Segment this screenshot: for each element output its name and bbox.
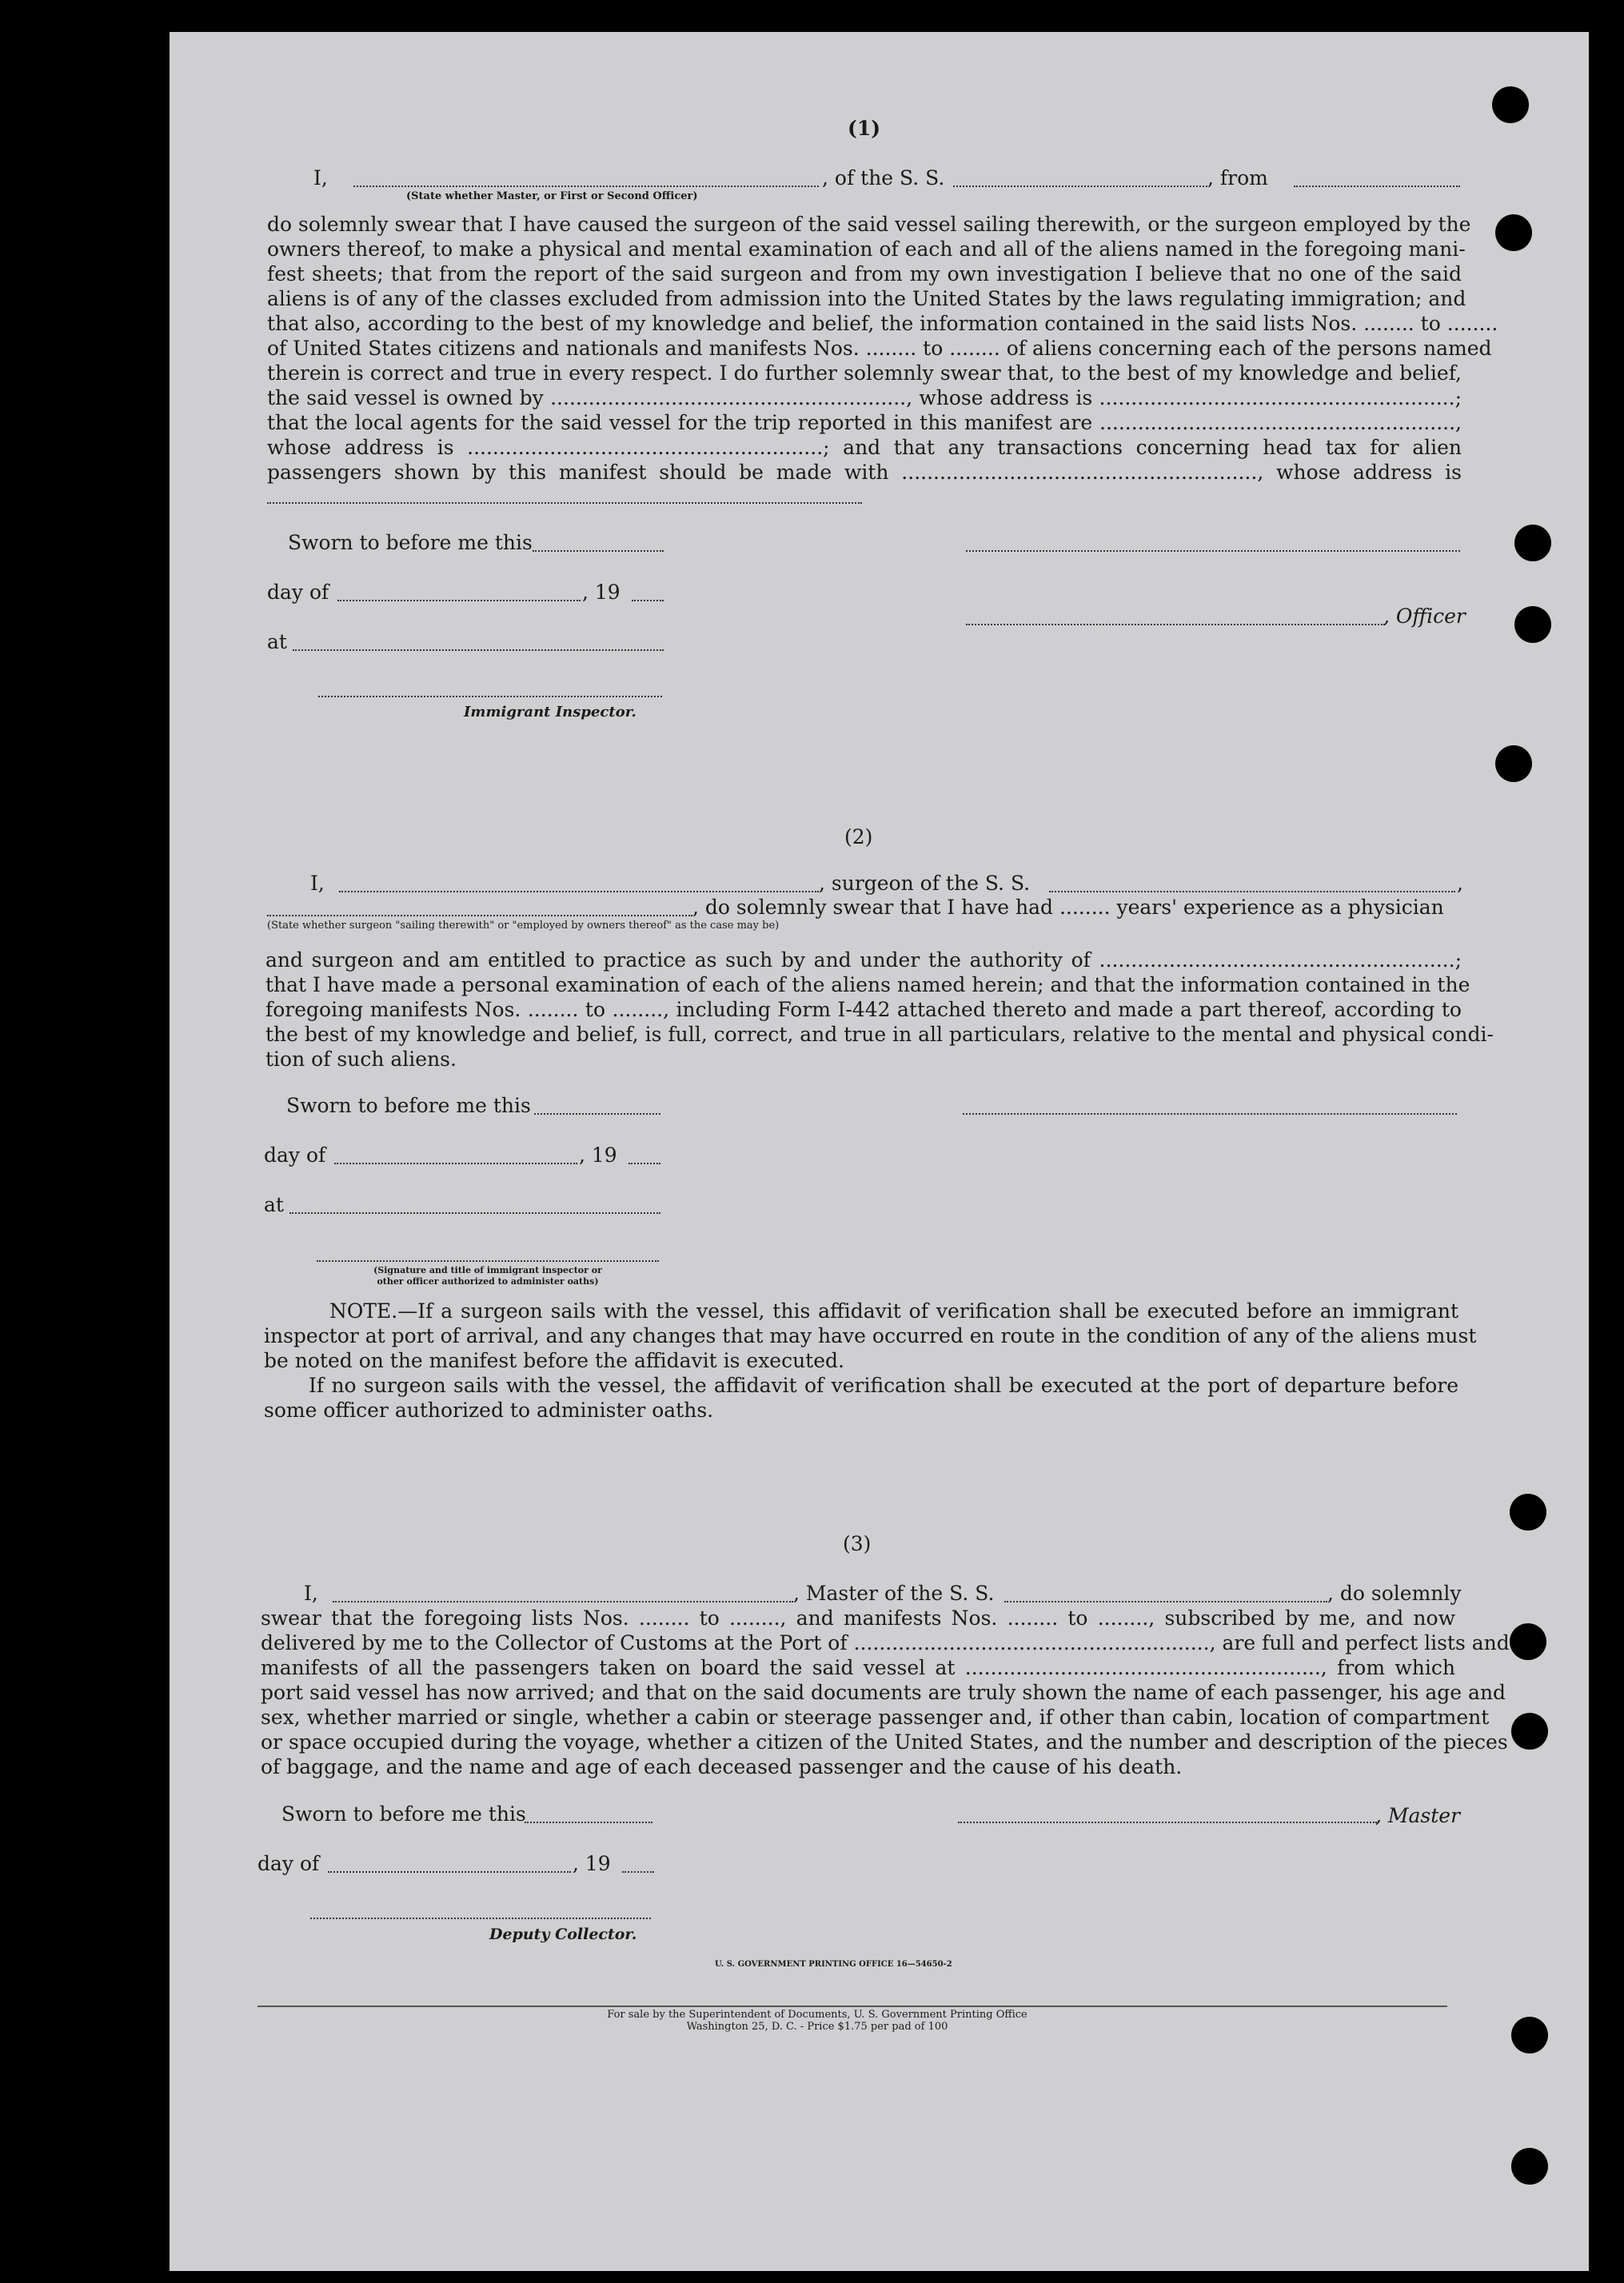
from-port-field[interactable] [1294, 186, 1460, 187]
sworn-date-field[interactable] [533, 550, 664, 552]
section-3-number: (3) [843, 1532, 872, 1555]
section-2-number: (2) [844, 825, 873, 848]
surgeon-name-field[interactable] [339, 891, 819, 892]
from-label: , from [1207, 166, 1268, 190]
year-label: , 19 [573, 1852, 611, 1875]
month-field[interactable] [328, 1871, 571, 1873]
at-place-field[interactable] [293, 649, 664, 651]
binder-hole [1510, 1623, 1546, 1660]
footer-divider [257, 2006, 1447, 2007]
year-label: , 19 [582, 581, 620, 604]
oath-i-label: I, [304, 1582, 318, 1605]
do-solemnly-label: , do solemnly [1327, 1582, 1462, 1605]
inspector-label: Immigrant Inspector. [464, 704, 636, 720]
binder-hole [1511, 2148, 1548, 2185]
section-1-number: (1) [848, 117, 881, 140]
oath-i-label: I, [310, 872, 325, 895]
section-2-oath-text: and surgeon and am entitled to practice as such by and under the authority of ........................................................; that I have made a personal examination of each of the aliens named herein; and that the information contained in the foregoing manifests Nos. ........ to ........, including Form I-442 attached thereto and made a part thereof, according to the best of my knowledge and belief, is full, correct, and true in all particulars, relative to the mental and physical condi- tion of such aliens. [265, 948, 1494, 1071]
officer-caption: (State whether Master, or First or Second Officer) [406, 190, 698, 202]
at-label: at [267, 630, 287, 653]
master-label: , Master [1375, 1804, 1461, 1827]
month-field[interactable] [334, 1163, 577, 1164]
master-signature-field[interactable] [958, 1822, 1377, 1823]
comma: , [1457, 872, 1463, 895]
sworn-date-field[interactable] [534, 1113, 660, 1115]
year-field[interactable] [632, 600, 664, 601]
binder-hole [1514, 606, 1551, 643]
experience-text: , do solemnly swear that I have had ........ years' experience as a physician [692, 896, 1444, 919]
binder-hole [1492, 86, 1529, 123]
at-label: at [264, 1193, 284, 1216]
year-label: , 19 [579, 1143, 617, 1167]
address-continuation-field[interactable] [267, 502, 862, 504]
surgeon-type-field[interactable] [267, 915, 692, 916]
binder-hole [1514, 525, 1551, 561]
at-place-field[interactable] [289, 1212, 660, 1214]
binder-hole [1495, 745, 1532, 782]
of-ss-label: , of the S. S. [822, 166, 945, 190]
binder-hole [1511, 2017, 1548, 2054]
note-text: NOTE.—If a surgeon sails with the vessel, this affidavit of verification shall be executed before an immigrant inspector at port of arrival, and any changes that may have occurred en route in the condition of any of the aliens must be noted on the manifest before the affidavit is executed. If no surgeon sails with the vessel, the affidavit of verification shall be executed at the port of departure before some officer authorized to administer oaths. [264, 1299, 1477, 1422]
officer-title-field[interactable] [966, 624, 1385, 625]
surgeon-signature-field[interactable] [963, 1113, 1457, 1115]
binder-hole [1511, 1713, 1548, 1750]
section-1-oath-text: do solemnly swear that I have caused the surgeon of the said vessel sailing therewith, or the surgeon employed by the owners thereof, to make a physical and mental examination of each and all of the aliens named in the foregoing mani- fest sheets; that from the report of the said surgeon and from my own investigation I believe that no one of the said aliens is of any of the classes excluded from admission into the United States by the laws regulating immigration; and that also, according to the best of my knowledge and belief, the information contained in the said lists Nos. ........ to ........ of United States citizens and nationals and manifests Nos. ........ to ........ of aliens concerning each of the persons named therein is correct and true in every respect. I do further solemnly swear that, to the best of my knowledge and belief, the said vessel is owned by ........................................................, whose address is ........................................................; that the local agents for the said vessel for the trip reported in this manifest are ........................................................, whose address is ........................................................; and that any transactions concerning head tax for alien passengers shown by this manifest should be made with ........................................................, whose address is [267, 213, 1498, 484]
sworn-label: Sworn to before me this [286, 1094, 531, 1117]
day-of-label: day of [267, 581, 329, 604]
signature-caption: (Signature and title of immigrant inspector or other officer authorized to administer oaths) [373, 1265, 602, 1287]
officer-label: , Officer [1383, 605, 1466, 628]
sworn-date-field[interactable] [525, 1822, 652, 1823]
inspector-signature-field[interactable] [317, 1260, 659, 1262]
section-3-oath-text: swear that the foregoing lists Nos. ........ to ........, and manifests Nos. ........ to ........, subscribed by me, and now delivered by me to the Collector of Customs at the Port of ........................................................, are full and perfect lists and manifests of all the passengers taken on board the said vessel at ........................................................, from which port said vessel has now arrived; and that on the said documents are truly shown the name of each passenger, his age and sex, whether married or single, whether a cabin or steerage passenger and, if other than cabin, location of compartment or space occupied during the voyage, whether a citizen of the United States, and the number and description of the pieces of baggage, and the name and age of each deceased passenger and the cause of his death. [261, 1606, 1510, 1778]
sworn-label: Sworn to before me this [288, 531, 533, 554]
vessel-name-field[interactable] [953, 186, 1207, 187]
gpo-imprint: U. S. GOVERNMENT PRINTING OFFICE 16—54650-2 [715, 1960, 952, 1969]
deputy-collector-label: Deputy Collector. [489, 1926, 637, 1943]
sworn-label: Sworn to before me this [281, 1802, 526, 1826]
binder-hole [1495, 214, 1532, 251]
inspector-signature-field[interactable] [318, 696, 662, 697]
oath-i-label: I, [313, 166, 328, 190]
deputy-signature-field[interactable] [310, 1918, 651, 1919]
year-field[interactable] [628, 1163, 660, 1164]
surgeon-of-ss-label: , surgeon of the S. S. [819, 872, 1031, 895]
officer-name-field[interactable] [353, 186, 819, 187]
master-of-ss-label: , Master of the S. S. [793, 1582, 995, 1605]
surgeon-vessel-field[interactable] [1049, 891, 1455, 892]
day-of-label: day of [257, 1852, 320, 1875]
officer-signature-field[interactable] [966, 550, 1460, 552]
sale-notice: For sale by the Superintendent of Documents, U. S. Government Printing Office Washington 25, D. C. - Price $1.75 per pad of 100 [607, 2009, 1027, 2033]
master-name-field[interactable] [333, 1601, 793, 1602]
master-vessel-field[interactable] [1004, 1601, 1327, 1602]
surgeon-caption: (State whether surgeon "sailing therewith" or "employed by owners thereof" as the case may be) [267, 920, 780, 932]
binder-hole [1510, 1494, 1546, 1531]
month-field[interactable] [337, 600, 581, 601]
day-of-label: day of [264, 1143, 326, 1167]
year-field[interactable] [622, 1871, 654, 1873]
